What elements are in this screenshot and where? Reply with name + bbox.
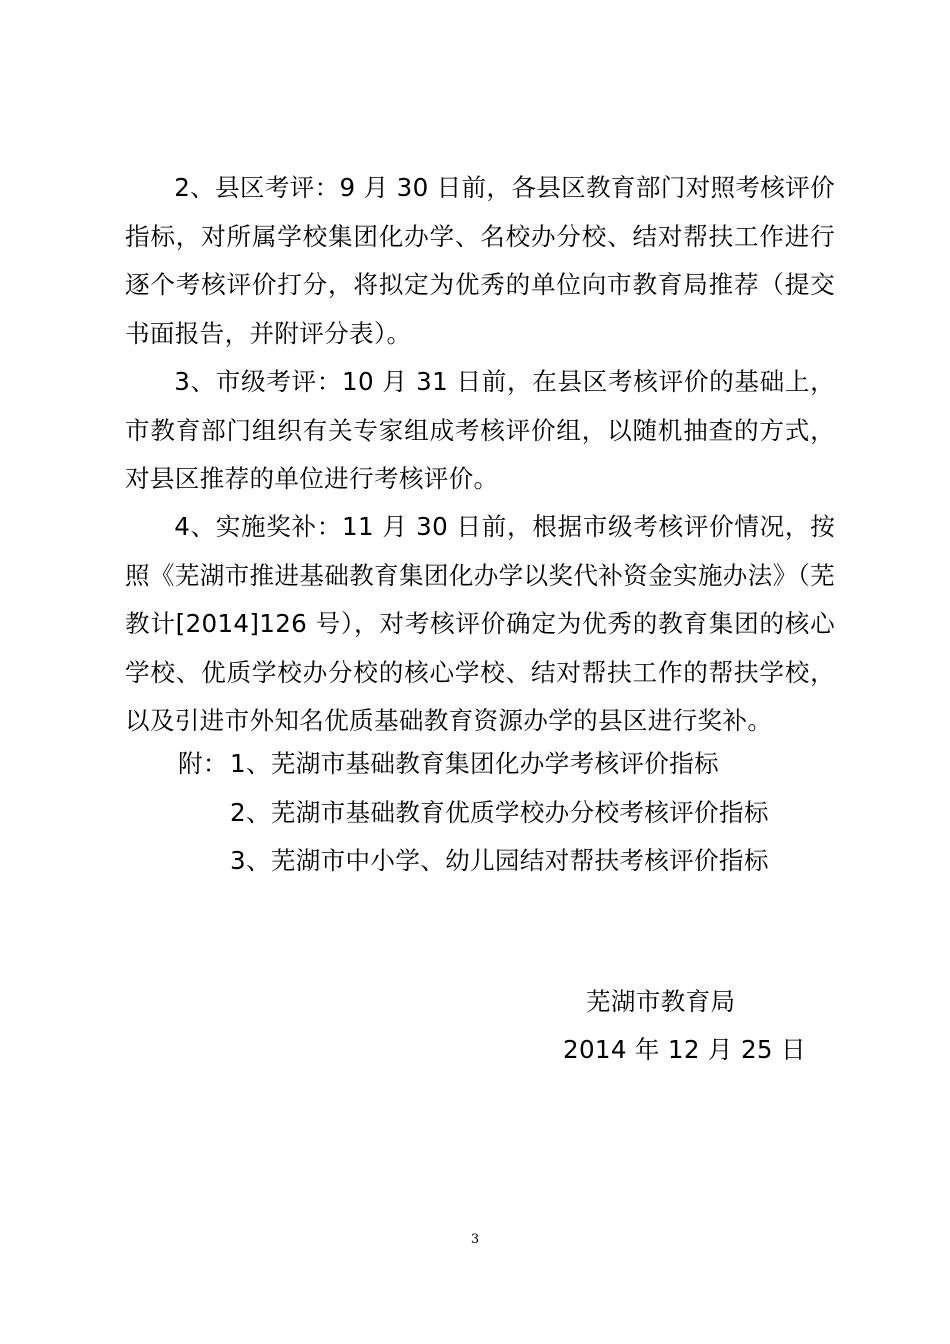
attachment-item [178,837,769,886]
attachment-item [178,789,769,838]
signature-date: 2014 年 12 月 25 日 [563,1035,806,1064]
paragraph-city-review: 3、市级考评：10 月 31 日前，在县区考核评价的基础上，市教育部门组织有关专家组成考核评价组，以随机抽查的方式，对县区推荐的单位进行考核评价。 [125,367,835,493]
attachment-list [178,740,769,886]
attachment-item [178,740,769,789]
attachment-item-text: 3、芜湖市中小学、幼儿园结对帮扶考核评价指标 [230,846,769,875]
page-number: 3 [470,1232,480,1247]
paragraph-county-review: 2、县区考评：9 月 30 日前，各县区教育部门对照考核评价指标，对所属学校集团化办学、名校办分校、结对帮扶工作进行逐个考核评价打分，将拟定为优秀的单位向市教育局推荐（提交书面报告，并附评分表）。 [125,173,835,348]
attachment-prefix: 附： [178,749,228,778]
attachment-item-text: 1、芜湖市基础教育集团化办学考核评价指标 [230,749,719,778]
attachment-indent [178,837,230,886]
signature-organization: 芜湖市教育局 [586,987,736,1016]
attachment-item-text: 2、芜湖市基础教育优质学校办分校考核评价指标 [230,797,769,827]
paragraph-reward: 4、实施奖补：11 月 30 日前，根据市级考核评价情况，按照《芜湖市推进基础教育集团化办学以奖代补资金实施办法》（芜教计[2014]126 号），对考核评价确定为优秀的教育集团的核心学校、优质学校办分校的核心学校、结对帮扶工作的帮扶学校，以及引进市外知名优质基础教育资源办学的县区进行奖补。 [125,512,835,735]
attachment-indent [178,789,230,838]
